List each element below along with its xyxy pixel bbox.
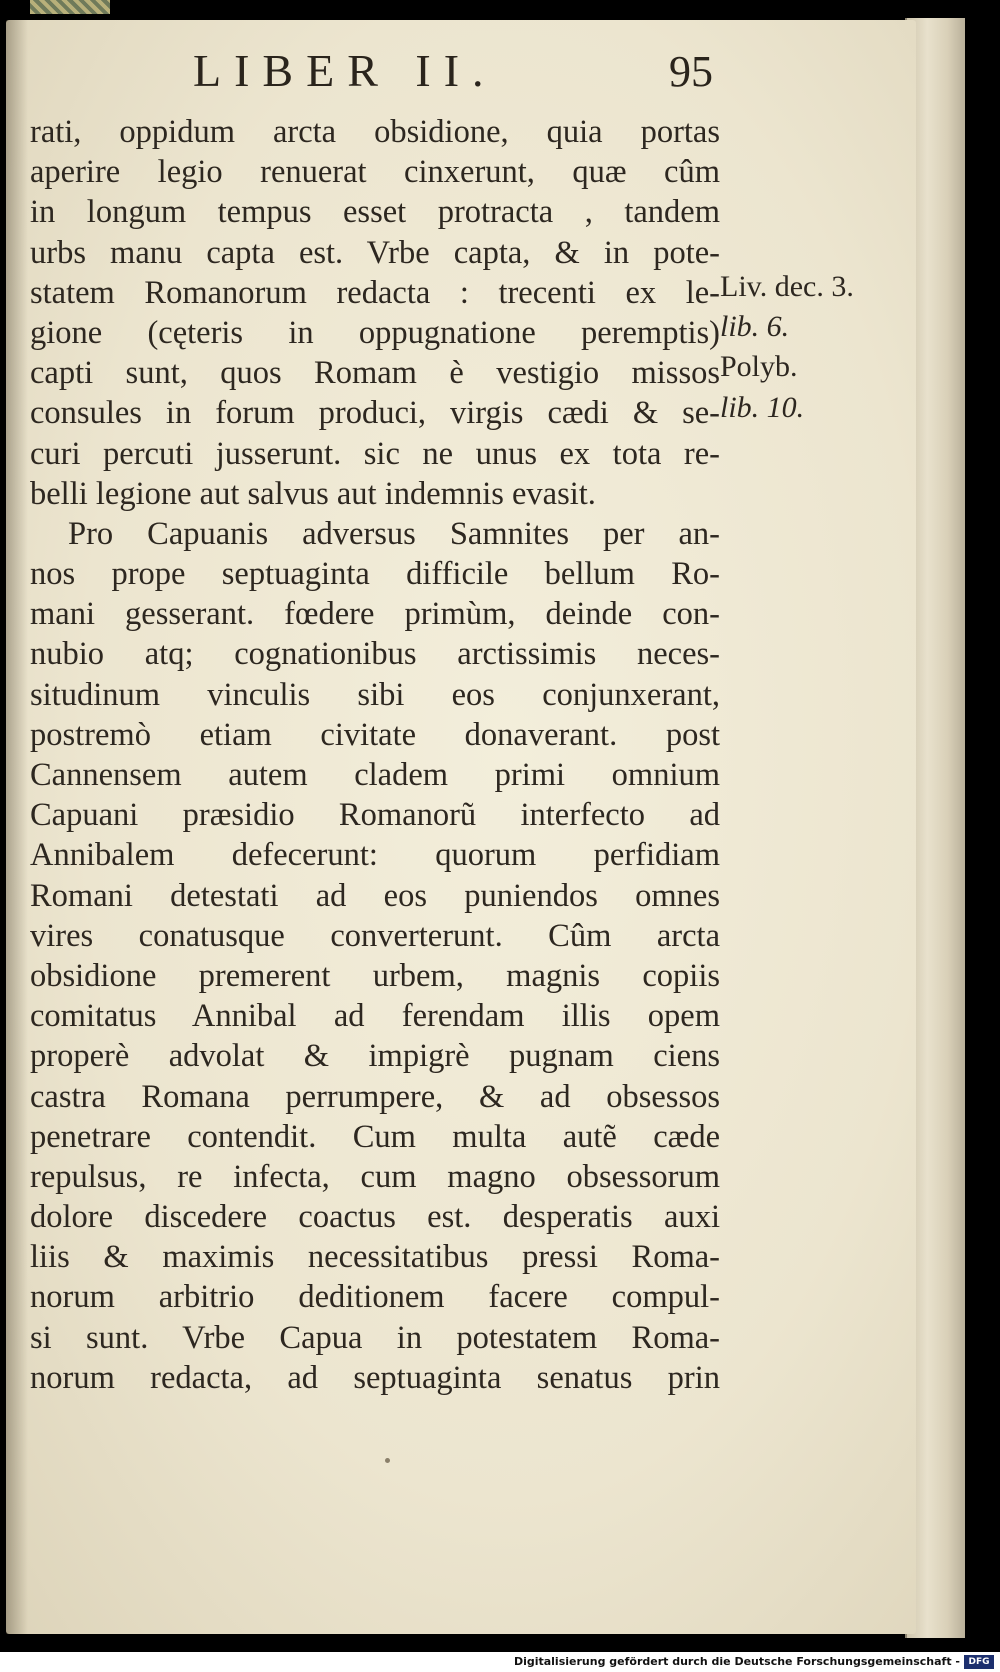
marginal-note-polybius: Polyb. — [720, 350, 798, 384]
text-line: nos prope septuaginta difficile bellum Ro- — [30, 556, 720, 593]
text-line: penetrare contendit. Cum multa autẽ cæde — [30, 1118, 720, 1155]
text-line: norum arbitrio deditionem facere compul- — [30, 1279, 720, 1316]
text-line: gione (cęteris in oppugnatione peremptis) — [30, 314, 720, 351]
marginal-notes — [720, 267, 890, 428]
marginal-note-book: lib. 6. — [720, 310, 790, 344]
text-line: mani gesserant. fœdere primùm, deinde con- — [30, 596, 720, 633]
text-line: Romani detestati ad eos puniendos omnes — [30, 877, 720, 914]
text-line: postremò etiam civitate donaverant. post — [30, 716, 720, 753]
digitization-footer — [0, 1652, 1000, 1672]
text-line: nubio atq; cognationibus arctissimis neces- — [30, 636, 720, 673]
text-line: vires conatusque converterunt. Cûm arcta — [30, 917, 720, 954]
marginal-note-livy: Liv. dec. 3. — [720, 270, 854, 303]
text-line: urbs manu capta est. Vrbe capta, & in pote- — [30, 234, 720, 271]
text-line: situdinum vinculis sibi eos conjunxerant, — [30, 676, 720, 713]
text-line: capti sunt, quos Romam è vestigio missos — [30, 355, 720, 392]
text-line: Cannensem autem cladem primi omnium — [30, 757, 720, 793]
text-line: repulsus, re infecta, cum magno obsessorum — [30, 1158, 720, 1195]
paragraph-start-line: Pro Capuanis adversus Samnites per an- — [68, 515, 720, 552]
text-line: aperire legio renuerat cinxerunt, quæ cûm — [30, 154, 720, 191]
funding-credit: Digitalisierung gefördert durch die Deutsche Forschungsgemeinschaft - — [513, 1655, 960, 1668]
gutter-shadow — [6, 20, 28, 1634]
running-head — [193, 44, 713, 104]
text-line: belli legione aut salvus aut indemnis evasit. — [30, 475, 596, 512]
main-text-block — [30, 112, 720, 1398]
text-line: curi percuti jusserunt. sic ne unus ex tota re- — [30, 435, 720, 472]
dfg-logo: DFG — [964, 1655, 994, 1669]
text-line: obsidione premerent urbem, magnis copiis — [30, 957, 720, 994]
text-line: liis & maximis necessitatibus pressi Roma- — [30, 1239, 720, 1276]
running-head-title: LIBER II. — [193, 45, 497, 96]
binding-thread — [30, 0, 110, 14]
marginal-note-book: lib. 10. — [720, 390, 805, 424]
text-line: castra Romana perrumpere, & ad obsessos — [30, 1078, 720, 1115]
text-line: Annibalem defecerunt: quorum perfidiam — [30, 837, 720, 874]
text-line: statem Romanorum redacta : trecenti ex le- — [30, 274, 720, 311]
text-line: Capuani præsidio Romanorũ interfecto ad — [30, 797, 720, 834]
text-line: dolore discedere coactus est. desperatis auxi — [30, 1199, 720, 1236]
text-line: norum redacta, ad septuaginta senatus prin — [30, 1359, 720, 1396]
text-line: consules in forum produci, virgis cædi & se- — [30, 395, 720, 432]
text-line: in longum tempus esset protracta , tandem — [30, 194, 720, 231]
text-line: rati, oppidum arcta obsidione, quia portas — [30, 114, 720, 150]
text-line: comitatus Annibal ad ferendam illis opem — [30, 998, 720, 1035]
ink-speck — [385, 1458, 390, 1463]
text-line: properè advolat & impigrè pugnam ciens — [30, 1038, 720, 1075]
text-line: si sunt. Vrbe Capua in potestatem Roma- — [30, 1319, 720, 1356]
page-number: 95 — [669, 47, 713, 96]
